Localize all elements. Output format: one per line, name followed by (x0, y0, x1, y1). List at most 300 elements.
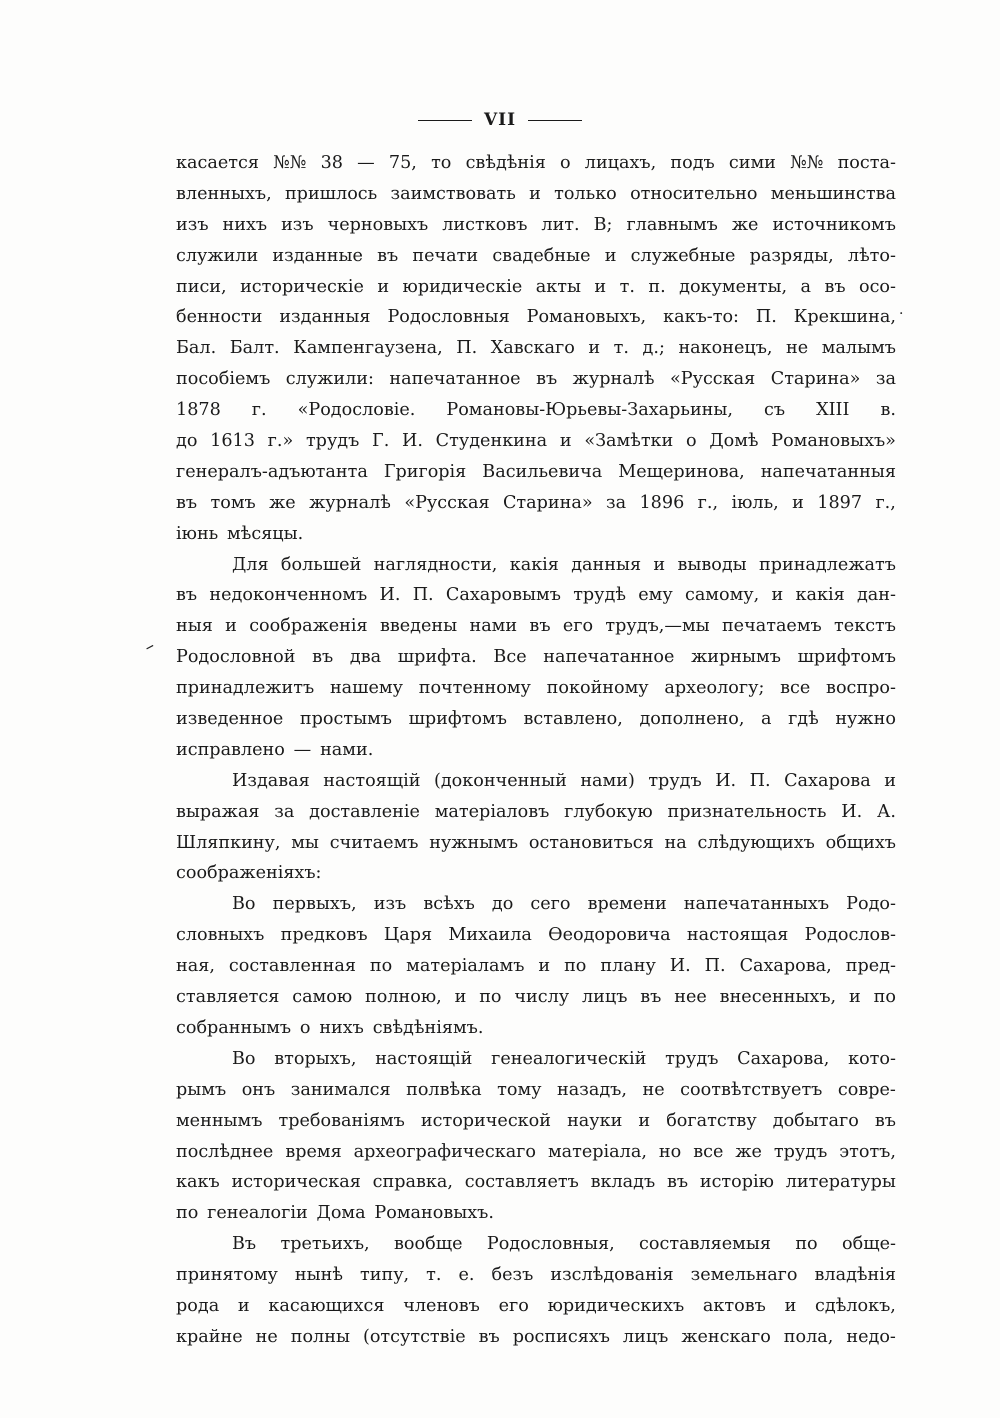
word: жирнымъ (691, 647, 781, 668)
word: лѣто- (847, 245, 896, 266)
word: всѣхъ (423, 894, 475, 915)
word: о (686, 431, 697, 452)
word: послѣднее (176, 1141, 274, 1162)
word: въ (536, 369, 558, 390)
word: юридическіе (402, 276, 523, 297)
word: в. (880, 400, 896, 421)
word: Балт. (229, 338, 280, 359)
text-line (176, 1044, 896, 1075)
text-line (176, 766, 896, 797)
word: составленная (228, 956, 356, 977)
word: Царя (383, 925, 433, 946)
word: вообще (394, 1234, 463, 1255)
word: Старина» (770, 369, 861, 390)
word: Бал. (176, 338, 217, 359)
word: исправлено (176, 739, 285, 760)
word: дан- (856, 585, 896, 606)
word: Студенкина (435, 431, 548, 452)
word: сдѣлокъ, (815, 1295, 896, 1316)
word: — (357, 153, 375, 173)
word: пола, (783, 1326, 834, 1347)
word: росписяхъ (512, 1326, 610, 1347)
word: по (176, 1203, 199, 1224)
word: касается (176, 153, 259, 173)
word: лит. (541, 214, 580, 235)
word: покойному (546, 678, 649, 699)
word: нихъ (319, 1017, 364, 1038)
word: составляемыя (639, 1234, 771, 1255)
word: а (800, 276, 811, 297)
word: глубокую (564, 801, 653, 822)
word: какія (795, 585, 845, 606)
word: Кампенгаузена, (293, 338, 443, 359)
word: листковъ (442, 214, 528, 235)
word: о (560, 153, 571, 173)
word: въ (176, 492, 198, 513)
word: не (255, 1326, 278, 1347)
header-rule-right (528, 120, 582, 121)
text-line (176, 642, 896, 673)
word: нужнымъ (429, 832, 519, 853)
word: т. (619, 276, 635, 297)
text-line (176, 333, 896, 364)
word: е. (458, 1265, 475, 1286)
word: до (491, 894, 514, 915)
word: на (664, 832, 687, 853)
word: требованіямъ (278, 1110, 405, 1131)
word: Во (232, 1048, 256, 1069)
text-line (176, 580, 896, 611)
word: матеріаламъ (406, 956, 525, 977)
word: г. (251, 400, 267, 421)
word: не (642, 1079, 665, 1100)
word: Для (232, 554, 269, 575)
word: соображеніяхъ: (176, 863, 322, 884)
word: Романовыхъ, (526, 307, 647, 328)
word: служебные (630, 245, 736, 266)
text-line (176, 550, 896, 581)
text-line (176, 1322, 896, 1353)
word: и (529, 183, 541, 204)
word: же (735, 1141, 762, 1162)
word: науки (567, 1110, 623, 1131)
word: 1896 (639, 492, 685, 513)
word: трудѣ (573, 585, 626, 606)
word: Г. (372, 431, 390, 452)
word: г.» (267, 431, 294, 452)
word: П. (456, 338, 478, 359)
word: Все (493, 647, 527, 668)
word: о (299, 1017, 311, 1038)
word: большей (280, 554, 362, 575)
word: п. (648, 276, 666, 297)
word: слѣдующихъ (697, 832, 815, 853)
word: принятому (176, 1265, 278, 1286)
word: данныя (571, 554, 642, 575)
word: изъ (281, 214, 314, 235)
word: «Замѣтки (584, 431, 674, 452)
word: земельнаго (690, 1265, 798, 1286)
word: актовъ (702, 1295, 766, 1316)
word: г., (697, 492, 719, 513)
text-line (176, 148, 896, 179)
word: богатству (666, 1110, 757, 1131)
word: осо- (858, 276, 896, 297)
word: плану (600, 956, 656, 977)
word: и (594, 276, 607, 297)
word: онъ (241, 1079, 276, 1100)
word: Родословной (176, 647, 296, 668)
word: его (498, 1295, 529, 1316)
word: исторической (420, 1110, 551, 1131)
word: источникомъ (772, 214, 896, 235)
word: напечатанныхъ (683, 894, 830, 915)
word: ная, (176, 956, 215, 977)
word: пособіемъ (176, 369, 271, 390)
text-line (176, 920, 896, 951)
word: и (377, 276, 390, 297)
word: и (653, 554, 666, 575)
word: остановиться (528, 832, 654, 853)
word: Шляпкину, (176, 832, 281, 853)
word: Крекшина, (793, 307, 896, 328)
text-line (176, 1137, 896, 1168)
text-line (176, 1013, 896, 1044)
word: и (538, 956, 551, 977)
word: два (349, 647, 382, 668)
word: документы, (679, 276, 788, 297)
text-line (176, 1075, 896, 1106)
word: И. (669, 956, 691, 977)
word: Сахарова, (737, 1048, 830, 1069)
word: шрифтомъ (408, 709, 507, 730)
word: трудъ (305, 431, 360, 452)
word: же (269, 492, 296, 513)
word: изъ (373, 894, 407, 915)
word: служили (176, 245, 259, 266)
word: назадъ, (557, 1079, 627, 1100)
word: Дома (316, 1203, 366, 1224)
word: не (786, 338, 809, 359)
word: трудъ (648, 770, 702, 791)
word: выражая (176, 801, 260, 822)
word: 1613 (210, 431, 255, 452)
word: и (792, 492, 804, 513)
word: и (454, 987, 467, 1008)
page-number: VII (483, 110, 517, 130)
word: совре- (837, 1079, 896, 1100)
word: нынѣ (294, 1265, 343, 1286)
word: матеріала, (547, 1141, 647, 1162)
text-line (176, 210, 896, 241)
header-rule-left (418, 120, 472, 121)
word: т. (613, 338, 629, 359)
word: д.; (642, 338, 665, 359)
word: Родослов- (804, 925, 896, 946)
word: и (884, 770, 896, 791)
word: журналѣ (572, 369, 655, 390)
word: настоящая (686, 925, 789, 946)
word: сего (530, 894, 571, 915)
word: Во (232, 894, 256, 915)
word: полною, (365, 987, 442, 1008)
text-line (176, 272, 896, 303)
word: Въ (232, 1234, 257, 1255)
word: текстъ (834, 616, 896, 637)
word: относительно (630, 183, 758, 204)
text-line (176, 488, 896, 519)
word: вторыхъ, (274, 1048, 357, 1069)
word: 38 (320, 153, 343, 173)
word: за (606, 492, 627, 513)
word: изданные (272, 245, 363, 266)
word: нашему (329, 678, 403, 699)
word: этотъ, (839, 1141, 896, 1162)
word: типу, (360, 1265, 410, 1286)
word: за (274, 801, 295, 822)
word: мѣсяцы. (227, 523, 304, 544)
word: словныхъ (176, 925, 265, 946)
word: числу (514, 987, 570, 1008)
word: справка, (372, 1172, 453, 1193)
word: печати (412, 245, 479, 266)
word: настоящій (375, 1048, 473, 1069)
word: почтенному (418, 678, 531, 699)
word: т. (426, 1265, 442, 1286)
word: все (780, 678, 811, 699)
word: главнымъ (626, 214, 718, 235)
word: свадебные (492, 245, 591, 266)
word: служили: (285, 369, 374, 390)
word: какъ-то: (663, 307, 739, 328)
word: подъ (670, 153, 715, 173)
word: нами. (320, 739, 374, 760)
text-line (176, 735, 896, 766)
word: третьихъ, (280, 1234, 370, 1255)
word: доставленіе (309, 801, 420, 822)
text-line (176, 858, 896, 889)
word: признательность (667, 801, 827, 822)
word: разряды, (749, 245, 834, 266)
word: «Родословіе. (297, 400, 416, 421)
text-line (176, 364, 896, 395)
text-line (176, 457, 896, 488)
word: И. (402, 431, 423, 452)
word: іюль, (731, 492, 779, 513)
word: Хавскаго (490, 338, 575, 359)
word: 75, (388, 153, 417, 173)
word: и (237, 1295, 250, 1316)
word: Ѳеодоровича (548, 925, 671, 946)
word: Романовы-Юрьевы-Захарьины, (446, 400, 734, 421)
word: въ (176, 585, 198, 606)
text-line (176, 1291, 896, 1322)
word: №№ (273, 153, 307, 173)
word: Родословныя (387, 307, 510, 328)
word: Романовыхъ» (771, 431, 896, 452)
word: времени (587, 894, 667, 915)
word: историческая (231, 1172, 361, 1193)
word: Романовыхъ. (374, 1203, 494, 1224)
word: членовъ (403, 1295, 480, 1316)
word: (отсутствіе (362, 1326, 466, 1347)
word: и (588, 338, 601, 359)
text-line (176, 1106, 896, 1137)
margin-tick-mark: · (899, 306, 904, 322)
word: въ (640, 987, 662, 1008)
body-text (176, 148, 896, 1353)
word: соображенія (249, 616, 368, 637)
word: пришлось (284, 183, 378, 204)
page-header (0, 108, 1000, 132)
word: черновыхъ (327, 214, 429, 235)
word: писи, (176, 276, 227, 297)
word: за (875, 369, 896, 390)
text-line (176, 519, 896, 550)
word: исторію (699, 1172, 774, 1193)
word: свѣдѣніямъ. (372, 1017, 484, 1038)
word: Михаила (448, 925, 532, 946)
word: тому (497, 1079, 542, 1100)
word: бенности (176, 307, 263, 328)
text-line (176, 395, 896, 426)
word: археографическаго (353, 1141, 536, 1162)
word: въ (529, 616, 551, 637)
word: изведенное (176, 709, 284, 730)
word: историческіе (240, 276, 364, 297)
word: Васильевича (482, 461, 603, 482)
word: пред- (845, 956, 896, 977)
word: рода (176, 1295, 220, 1316)
text-line (176, 1198, 896, 1229)
word: наглядности, (373, 554, 498, 575)
word: ныя (176, 616, 213, 637)
word: 1897 (817, 492, 863, 513)
word: малымъ (821, 338, 896, 359)
word: В; (593, 214, 613, 235)
word: ставляется (176, 987, 280, 1008)
word: изслѣдованія (550, 1265, 674, 1286)
word: въ (478, 1326, 500, 1347)
word: его (562, 616, 594, 637)
word: крайне (176, 1326, 243, 1347)
word: Издавая (232, 770, 310, 791)
word: время (285, 1141, 342, 1162)
word: въ (666, 1172, 689, 1193)
word: вкладъ (590, 1172, 656, 1193)
word: П. (704, 956, 726, 977)
word: литературы (785, 1172, 896, 1193)
word: но (658, 1141, 682, 1162)
word: и (604, 245, 617, 266)
text-line (176, 797, 896, 828)
word: «Русская (669, 369, 756, 390)
word: съ (764, 400, 786, 421)
word: и (638, 1110, 651, 1131)
word: общихъ (825, 832, 896, 853)
word: поста- (837, 153, 896, 173)
word: владѣнія (814, 1265, 896, 1286)
word: то (431, 153, 452, 173)
word: трудъ,—мы (605, 616, 710, 637)
word: Сахарова (784, 770, 871, 791)
text-line (176, 673, 896, 704)
word: добытаго (772, 1110, 859, 1131)
word: простымъ (299, 709, 392, 730)
word: нее (674, 987, 707, 1008)
word: все (693, 1141, 724, 1162)
word: XIII (816, 400, 850, 421)
word: и (225, 616, 237, 637)
text-line (176, 889, 896, 920)
word: по (795, 1234, 818, 1255)
word: и (559, 431, 572, 452)
word: — (293, 739, 312, 760)
word: женскаго (681, 1326, 771, 1347)
word: собраннымъ (176, 1017, 292, 1038)
word: шрифта. (397, 647, 477, 668)
word: №№ (790, 153, 824, 173)
word: касающихся (268, 1295, 385, 1316)
word: по (369, 956, 393, 977)
word: Родо- (846, 894, 896, 915)
word: изъ (176, 214, 209, 235)
word: гдѣ (788, 709, 819, 730)
text-line (176, 982, 896, 1013)
word: изданныя (279, 307, 371, 328)
word: ему (638, 585, 673, 606)
margin-pencil-mark: – (140, 635, 159, 658)
word: напечатанное (389, 369, 521, 390)
word: Старина» (502, 492, 593, 513)
word: г., (875, 492, 896, 513)
word: по (564, 956, 587, 977)
word: кото- (848, 1048, 896, 1069)
word: въ (824, 276, 846, 297)
word: предковъ (280, 925, 368, 946)
text-line (176, 1167, 896, 1198)
word: и (771, 585, 784, 606)
word: полны (290, 1326, 350, 1347)
word: «Русская (404, 492, 490, 513)
word: Сахаровымъ (445, 585, 561, 606)
word: какъ (176, 1172, 220, 1193)
word: П. (755, 307, 777, 328)
text-line (176, 828, 896, 859)
word: по (873, 987, 896, 1008)
word: недоконченномъ (209, 585, 368, 606)
word: Сахарова, (739, 956, 832, 977)
word: Григорія (383, 461, 467, 482)
word: воспро- (826, 678, 896, 699)
word: заимствовать (390, 183, 516, 204)
word: считаемъ (329, 832, 419, 853)
word: въ (312, 647, 334, 668)
word: меннымъ (176, 1110, 263, 1131)
word: наконецъ, (678, 338, 773, 359)
word: нами) (580, 770, 635, 791)
word: трудъ (773, 1141, 828, 1162)
text-line (176, 241, 896, 272)
word: и (849, 987, 861, 1008)
word: до (176, 431, 198, 452)
word: составляетъ (464, 1172, 579, 1193)
word: П. (412, 585, 434, 606)
word: лицъ (622, 1326, 669, 1347)
word: лицъ (582, 987, 628, 1008)
word: принадлежитъ (176, 678, 315, 699)
word: вленныхъ, (176, 183, 272, 204)
